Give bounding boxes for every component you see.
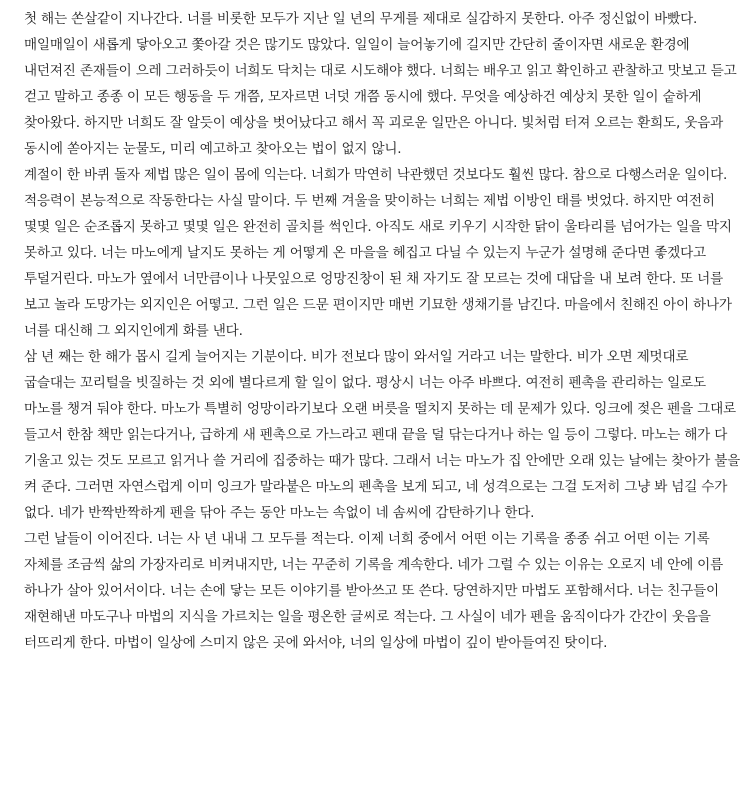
paragraph-first-year: 첫 해는 쏜살같이 지나간다. 너를 비롯한 모두가 지난 일 년의 무게를 제대로 실감하지 못한다. 아주 정신없이 바빴다. 매일매일이 새롭게 닿아오고 쫓아갈 것은 많기도 많았다. 일일이 늘어놓기에 길지만 간단히 줄이자면 새로운 환경에 내던져진 존재들이 으레 그러하듯이 너희도 닥치는 대로 시도해야 했다. 너희는 배우고 읽고 확인하고 관찰하고 맛보고 듣고 걷고 말하고 종종 이 모든 행동을 두 개쯤, 모자르면 너덧 개쯤 동시에 했다. 무엇을 예상하건 예상치 못한 일이 숱하게 찾아왔다. 하지만 너희도 잘 알듯이 예상을 벗어났다고 해서 꼭 괴로운 일만은 아니다. 빛처럼 터져 오르는 환희도, 웃음과 동시에 쏟아지는 눈물도, 미리 예고하고 찾아오는 법이 없지 않니. (24, 11, 737, 157)
paragraph-fourth-year: 그런 날들이 이어진다. 너는 사 년 내내 그 모두를 적는다. 이제 너희 중에서 어떤 이는 기록을 종종 쉬고 어떤 이는 기록 자체를 조금씩 삶의 가장자리로 비켜내지만, 너는 꾸준히 기록을 계속한다. 네가 그럴 수 있는 이유는 오로지 네 안에 이름 하나가 살아 있어서이다. 너는 손에 닿는 모든 이야기를 받아쓰고 또 쓴다. 당연하지만 마법도 포함해서다. 너는 친구들이 재현해낸 마도구나 마법의 지식을 가르치는 일을 평온한 글씨로 적는다. 그 사실이 네가 펜을 움직이다가 간간이 웃음을 터뜨리게 한다. 마법이 일상에 스미지 않은 곳에 와서야, 너의 일상에 마법이 깊이 받아들여진 탓이다. (24, 531, 724, 651)
paragraph-second-year: 계절이 한 바퀴 돌자 제법 많은 일이 몸에 익는다. 너희가 막연히 낙관했던 것보다도 훨씬 많다. 참으로 다행스러운 일이다. 적응력이 본능적으로 작동한다는 사실 말이다. 두 번째 겨울을 맞이하는 너희는 제법 이방인 태를 벗었다. 하지만 여전히 몇몇 일은 순조롭지 못하고 몇몇 일은 완전히 골치를 썩인다. 아직도 새로 키우기 시작한 닭이 울타리를 넘어가는 일을 막지 못하고 있다. 너는 마노에게 날지도 못하는 게 어떻게 온 마을을 헤집고 다닐 수 있는지 누군가 설명해 준다면 좋겠다고 투덜거린다. 마노가 옆에서 너만큼이나 나뭇잎으로 엉망진창이 된 채 자기도 잘 모르는 것에 대답을 내 보려 한다. 또 너를 보고 놀라 도망가는 외지인은 어떻고. 그런 일은 드문 편이지만 매번 기묘한 생채기를 남긴다. 마을에서 친해진 아이 하나가 너를 대신해 그 외지인에게 화를 낸다. (24, 167, 732, 339)
paragraph-third-year: 삼 년 째는 한 해가 몹시 길게 늘어지는 기분이다. 비가 전보다 많이 와서일 거라고 너는 말한다. 비가 오면 제멋대로 굽슬대는 꼬리털을 빗질하는 것 외에 별다르게 할 일이 없다. 평상시 너는 아주 바쁘다. 여전히 펜촉을 관리하는 일로도 마노를 챙겨 둬야 한다. 마노가 특별히 엉망이라기보다 오랜 버릇을 떨치지 못하는 데 문제가 있다. 잉크에 젖은 펜을 그대로 들고서 한참 책만 읽는다거나, 급하게 새 펜촉으로 가느라고 펜대 끝을 덜 닦는다거나 하는 일 등이 그렇다. 마노는 해가 다 기울고 있는 것도 모르고 읽거나 쓸 거리에 집중하는 때가 많다. 그래서 너는 마노가 집 안에만 오래 있는 날에는 찾아가 불을 켜 준다. 그러면 자연스럽게 이미 잉크가 말라붙은 마노의 펜촉을 보게 되고, 네 성격으로는 그걸 도저히 그냥 봐 넘길 수가 없다. 네가 반짝반짝하게 펜을 닦아 주는 동안 마노는 속없이 네 솜씨에 감탄하기나 한다. (24, 349, 741, 521)
